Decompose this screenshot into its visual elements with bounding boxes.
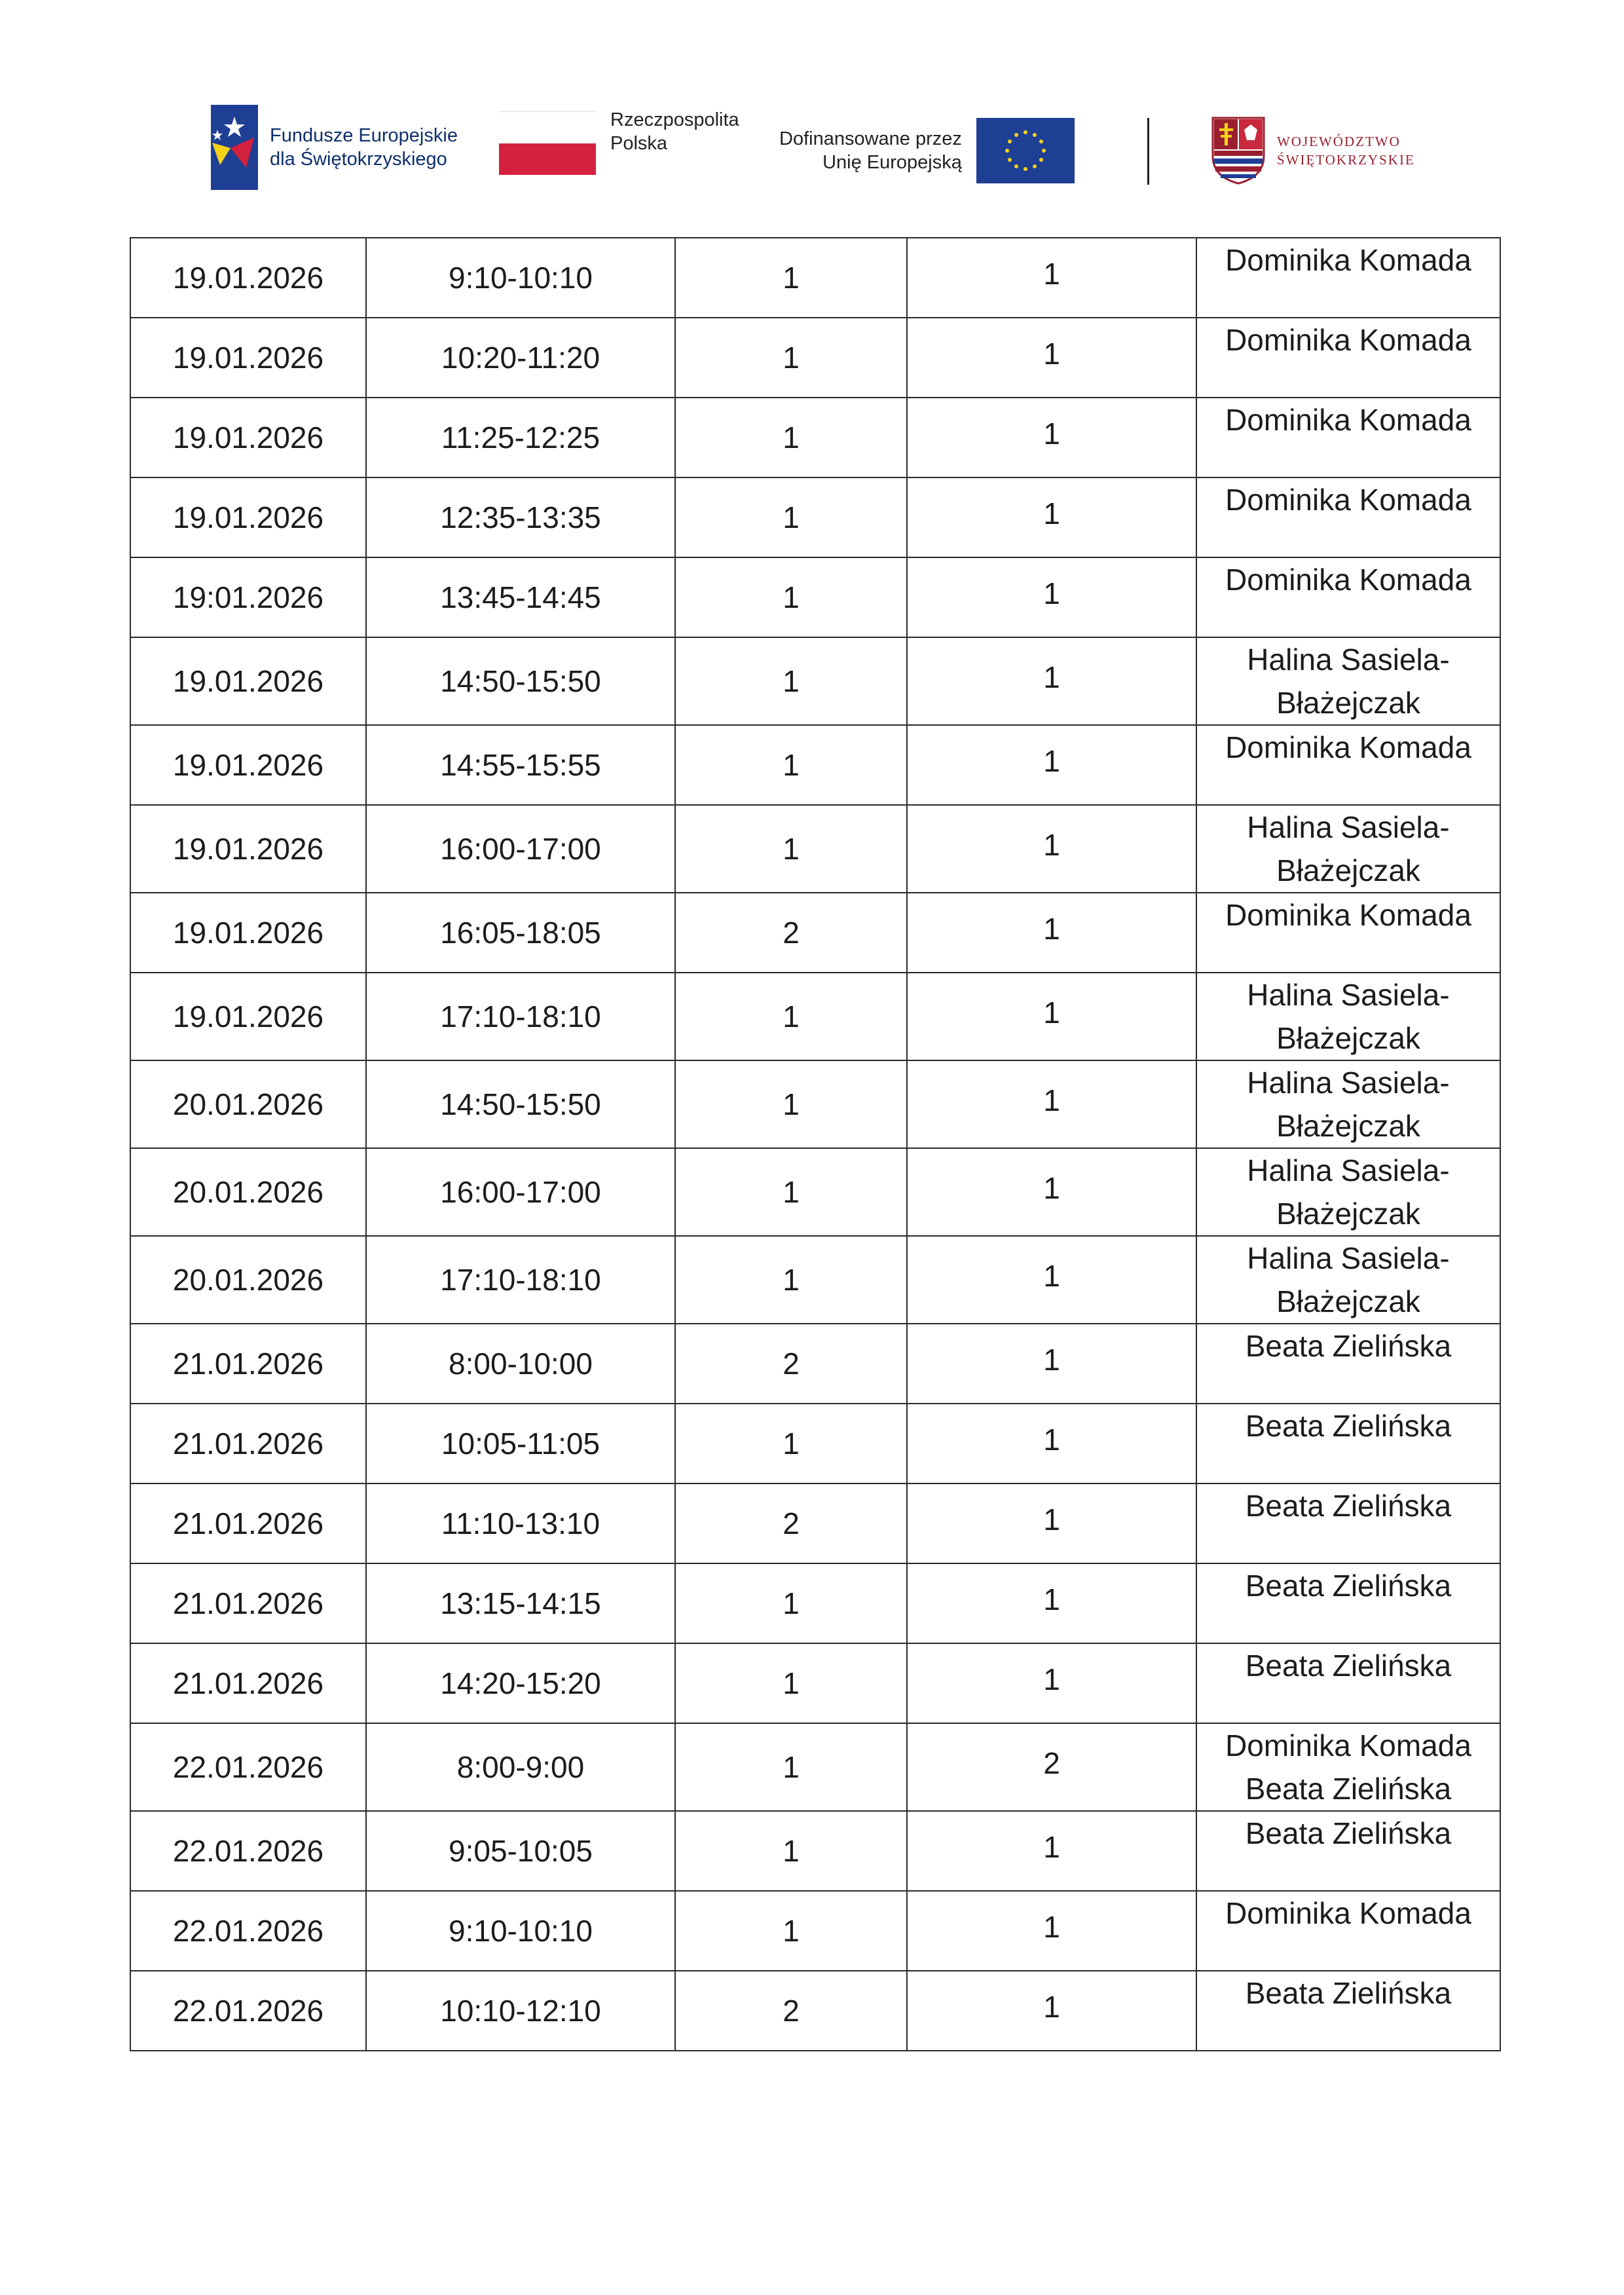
time-range-cell: 16:00-17:00	[366, 1148, 675, 1236]
date-cell: 22.01.2026	[130, 1891, 366, 1971]
wojewodztwo-swietokrzyskie-logo	[1211, 117, 1415, 185]
participants-count-cell: 1	[907, 318, 1196, 398]
instructor-name-line: Beata Zielińska	[1245, 1329, 1452, 1363]
instructor-name-line: Halina Sasiela-	[1247, 810, 1450, 844]
instructor-cell	[1196, 725, 1500, 805]
instructor-cell	[1196, 477, 1500, 557]
instructor-name-line: Halina Sasiela-	[1247, 978, 1450, 1012]
instructor-cell	[1196, 1563, 1500, 1643]
table-row	[130, 1404, 1500, 1483]
instructor-cell	[1196, 1404, 1500, 1483]
time-range-cell: 9:10-10:10	[366, 238, 675, 318]
date-cell: 19.01.2026	[130, 725, 366, 805]
date-cell: 22.01.2026	[130, 1811, 366, 1891]
participants-count-cell: 1	[907, 725, 1196, 805]
coat-of-arms-icon	[1211, 117, 1265, 185]
table-row	[130, 1324, 1500, 1404]
hours-count-cell: 1	[675, 1060, 907, 1148]
instructor-name-line: Dominika Komada	[1225, 323, 1471, 357]
hours-count-cell: 1	[675, 1723, 907, 1811]
funding-logo-bar	[0, 98, 1624, 203]
instructor-name-line: Błażejczak	[1276, 1284, 1420, 1318]
date-cell: 19.01.2026	[130, 637, 366, 725]
instructor-cell	[1196, 238, 1500, 318]
time-range-cell: 11:10-13:10	[366, 1483, 675, 1563]
eu-logo-line1: Dofinansowane przez	[779, 128, 962, 149]
time-range-cell: 11:25-12:25	[366, 398, 675, 477]
hours-count-cell: 2	[675, 1483, 907, 1563]
eu-cofinanced-logo	[779, 118, 1075, 183]
date-cell: 20.01.2026	[130, 1060, 366, 1148]
date-cell: 21.01.2026	[130, 1324, 366, 1404]
date-cell: 21.01.2026	[130, 1404, 366, 1483]
table-row	[130, 1643, 1500, 1723]
fundusze-europejskie-logo	[211, 105, 458, 190]
time-range-cell: 10:10-12:10	[366, 1971, 675, 2051]
participants-count-cell: 1	[907, 1236, 1196, 1324]
date-cell: 19.01.2026	[130, 893, 366, 973]
instructor-name-line: Halina Sasiela-	[1247, 643, 1450, 677]
schedule-table-body	[130, 238, 1500, 2051]
time-range-cell: 17:10-18:10	[366, 973, 675, 1060]
hours-count-cell: 1	[675, 1563, 907, 1643]
eu-flag-icon	[976, 118, 1075, 183]
instructor-cell	[1196, 1060, 1500, 1148]
instructor-name-line: Beata Zielińska	[1245, 1489, 1452, 1523]
table-row	[130, 1148, 1500, 1236]
hours-count-cell: 1	[675, 398, 907, 477]
participants-count-cell: 1	[907, 1483, 1196, 1563]
instructor-name-line: Dominika Komada	[1225, 243, 1471, 277]
hours-count-cell: 2	[675, 893, 907, 973]
time-range-cell: 14:55-15:55	[366, 725, 675, 805]
instructor-cell	[1196, 1891, 1500, 1971]
date-cell: 21.01.2026	[130, 1643, 366, 1723]
instructor-cell	[1196, 1643, 1500, 1723]
instructor-name-line: Beata Zielińska	[1245, 1569, 1452, 1603]
instructor-cell	[1196, 893, 1500, 973]
table-row	[130, 398, 1500, 477]
table-row	[130, 1563, 1500, 1643]
hours-count-cell: 1	[675, 557, 907, 637]
instructor-cell	[1196, 398, 1500, 477]
instructor-name-line: Beata Zielińska	[1245, 1816, 1452, 1850]
date-cell: 19.01.2026	[130, 477, 366, 557]
instructor-name-line: Dominika Komada	[1225, 563, 1471, 597]
logo-separator	[1147, 118, 1149, 185]
table-row	[130, 1811, 1500, 1891]
date-cell: 19:01.2026	[130, 557, 366, 637]
rzeczpospolita-polska-logo	[499, 111, 739, 175]
instructor-cell	[1196, 973, 1500, 1060]
instructor-name-line: Błażejczak	[1276, 686, 1420, 720]
table-row	[130, 1723, 1500, 1811]
table-row	[130, 973, 1500, 1060]
hours-count-cell: 1	[675, 1643, 907, 1723]
table-row	[130, 893, 1500, 973]
instructor-name-line: Dominika Komada	[1225, 1728, 1471, 1763]
instructor-name-line: Halina Sasiela-	[1247, 1066, 1450, 1100]
instructor-name-line: Beata Zielińska	[1245, 1772, 1452, 1806]
instructor-name-line: Dominika Komada	[1225, 403, 1471, 437]
instructor-name-line: Beata Zielińska	[1245, 1976, 1452, 2010]
time-range-cell: 12:35-13:35	[366, 477, 675, 557]
time-range-cell: 9:05-10:05	[366, 1811, 675, 1891]
instructor-name-line: Halina Sasiela-	[1247, 1241, 1450, 1275]
hours-count-cell: 1	[675, 637, 907, 725]
instructor-name-line: Dominika Komada	[1225, 483, 1471, 517]
table-row	[130, 1483, 1500, 1563]
rp-logo-line1: Rzeczpospolita	[610, 109, 739, 130]
instructor-name-line: Beata Zielińska	[1245, 1649, 1452, 1683]
time-range-cell: 14:50-15:50	[366, 1060, 675, 1148]
instructor-cell	[1196, 1723, 1500, 1811]
time-range-cell: 8:00-10:00	[366, 1324, 675, 1404]
fe-logo-line1: Fundusze Europejskie	[270, 125, 458, 146]
participants-count-cell: 1	[907, 477, 1196, 557]
time-range-cell: 10:20-11:20	[366, 318, 675, 398]
participants-count-cell: 1	[907, 1971, 1196, 2051]
instructor-cell	[1196, 1483, 1500, 1563]
hours-count-cell: 1	[675, 1148, 907, 1236]
hours-count-cell: 1	[675, 805, 907, 893]
time-range-cell: 10:05-11:05	[366, 1404, 675, 1483]
ws-logo-line1: WOJEWÓDZTWO	[1277, 134, 1401, 149]
participants-count-cell: 1	[907, 1404, 1196, 1483]
time-range-cell: 17:10-18:10	[366, 1236, 675, 1324]
date-cell: 20.01.2026	[130, 1236, 366, 1324]
table-row	[130, 557, 1500, 637]
instructor-cell	[1196, 637, 1500, 725]
table-row	[130, 637, 1500, 725]
instructor-name-line: Błażejczak	[1276, 1109, 1420, 1143]
date-cell: 22.01.2026	[130, 1971, 366, 2051]
date-cell: 19.01.2026	[130, 238, 366, 318]
instructor-name-line: Dominika Komada	[1225, 730, 1471, 764]
date-cell: 19.01.2026	[130, 805, 366, 893]
table-row	[130, 1060, 1500, 1148]
instructor-cell	[1196, 1324, 1500, 1404]
fe-logo-line2: dla Świętokrzyskiego	[270, 149, 447, 170]
instructor-name-line: Dominika Komada	[1225, 1896, 1471, 1930]
instructor-cell	[1196, 318, 1500, 398]
table-row	[130, 805, 1500, 893]
time-range-cell: 14:50-15:50	[366, 637, 675, 725]
participants-count-cell: 1	[907, 398, 1196, 477]
hours-count-cell: 1	[675, 477, 907, 557]
date-cell: 21.01.2026	[130, 1483, 366, 1563]
polish-flag-icon	[499, 111, 596, 175]
time-range-cell: 13:15-14:15	[366, 1563, 675, 1643]
table-row	[130, 1971, 1500, 2051]
hours-count-cell: 1	[675, 1236, 907, 1324]
table-row	[130, 318, 1500, 398]
hours-count-cell: 1	[675, 1891, 907, 1971]
instructor-name-line: Błażejczak	[1276, 1197, 1420, 1231]
participants-count-cell: 1	[907, 1563, 1196, 1643]
participants-count-cell: 1	[907, 805, 1196, 893]
instructor-cell	[1196, 1971, 1500, 2051]
hours-count-cell: 1	[675, 973, 907, 1060]
eu-logo-line2: Unię Europejską	[822, 152, 962, 173]
instructor-cell	[1196, 557, 1500, 637]
instructor-cell	[1196, 1236, 1500, 1324]
date-cell: 19.01.2026	[130, 973, 366, 1060]
instructor-name-line: Halina Sasiela-	[1247, 1153, 1450, 1187]
participants-count-cell: 1	[907, 1060, 1196, 1148]
participants-count-cell: 1	[907, 1324, 1196, 1404]
table-row	[130, 1891, 1500, 1971]
date-cell: 19.01.2026	[130, 398, 366, 477]
instructor-name-line: Dominika Komada	[1225, 898, 1471, 932]
time-range-cell: 14:20-15:20	[366, 1643, 675, 1723]
ws-logo-line2: ŚWIĘTOKRZYSKIE	[1277, 152, 1415, 168]
schedule-table	[130, 237, 1501, 2051]
fundusze-europejskie-mark-icon	[211, 105, 258, 190]
date-cell: 20.01.2026	[130, 1148, 366, 1236]
rp-logo-line2: Polska	[610, 132, 668, 154]
participants-count-cell: 1	[907, 238, 1196, 318]
participants-count-cell: 1	[907, 973, 1196, 1060]
instructor-name-line: Beata Zielińska	[1245, 1409, 1452, 1443]
instructor-cell	[1196, 1811, 1500, 1891]
time-range-cell: 16:00-17:00	[366, 805, 675, 893]
time-range-cell: 8:00-9:00	[366, 1723, 675, 1811]
participants-count-cell: 1	[907, 557, 1196, 637]
date-cell: 22.01.2026	[130, 1723, 366, 1811]
hours-count-cell: 1	[675, 1811, 907, 1891]
instructor-name-line: Błażejczak	[1276, 853, 1420, 887]
instructor-name-line: Błażejczak	[1276, 1021, 1420, 1055]
hours-count-cell: 1	[675, 725, 907, 805]
hours-count-cell: 2	[675, 1324, 907, 1404]
table-row	[130, 477, 1500, 557]
participants-count-cell: 1	[907, 893, 1196, 973]
participants-count-cell: 1	[907, 1148, 1196, 1236]
participants-count-cell: 2	[907, 1723, 1196, 1811]
hours-count-cell: 1	[675, 1404, 907, 1483]
participants-count-cell: 1	[907, 1811, 1196, 1891]
time-range-cell: 13:45-14:45	[366, 557, 675, 637]
participants-count-cell: 1	[907, 1643, 1196, 1723]
time-range-cell: 9:10-10:10	[366, 1891, 675, 1971]
date-cell: 21.01.2026	[130, 1563, 366, 1643]
instructor-cell	[1196, 805, 1500, 893]
table-row	[130, 725, 1500, 805]
participants-count-cell: 1	[907, 637, 1196, 725]
table-row	[130, 1236, 1500, 1324]
instructor-cell	[1196, 1148, 1500, 1236]
table-row	[130, 238, 1500, 318]
hours-count-cell: 2	[675, 1971, 907, 2051]
hours-count-cell: 1	[675, 318, 907, 398]
date-cell: 19.01.2026	[130, 318, 366, 398]
hours-count-cell: 1	[675, 238, 907, 318]
time-range-cell: 16:05-18:05	[366, 893, 675, 973]
participants-count-cell: 1	[907, 1891, 1196, 1971]
